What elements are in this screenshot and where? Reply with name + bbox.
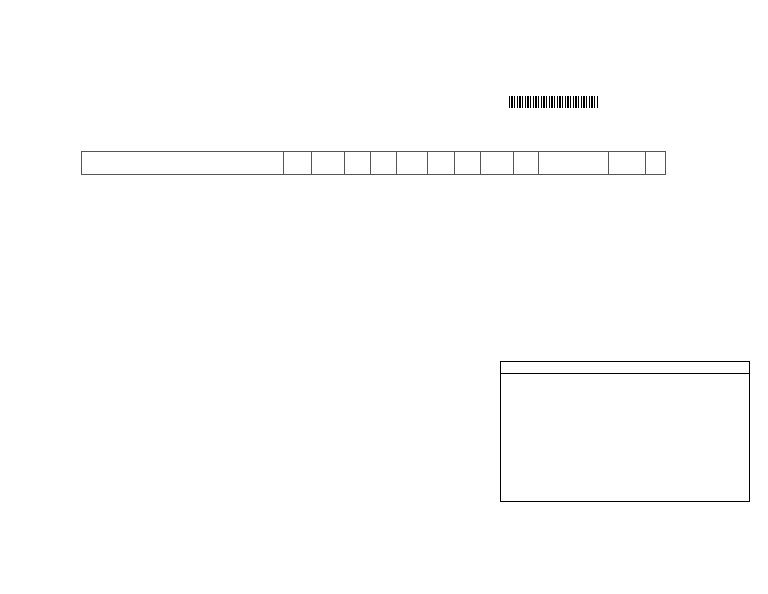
header-nivel-3	[455, 152, 481, 175]
school-line	[30, 87, 72, 96]
grades-table	[81, 151, 666, 175]
header-calific-1	[312, 152, 345, 175]
header-subject	[82, 152, 284, 175]
header-nivel-semestral	[539, 152, 609, 175]
header-faltas-2	[428, 152, 455, 175]
header-nivel-1	[284, 152, 312, 175]
header-calific-3	[481, 152, 514, 175]
header-calific-2	[397, 152, 428, 175]
header-nivel-2	[371, 152, 397, 175]
header-faltas-1	[345, 152, 371, 175]
header-total	[646, 152, 666, 175]
header-faltas-3	[514, 152, 539, 175]
barcode-image	[509, 96, 599, 108]
matricula-row	[456, 111, 460, 129]
header-calif-total	[609, 152, 646, 175]
table-header-row	[82, 152, 666, 175]
student-group-row	[86, 122, 134, 140]
observations-box	[500, 361, 750, 502]
observations-title	[501, 362, 749, 374]
